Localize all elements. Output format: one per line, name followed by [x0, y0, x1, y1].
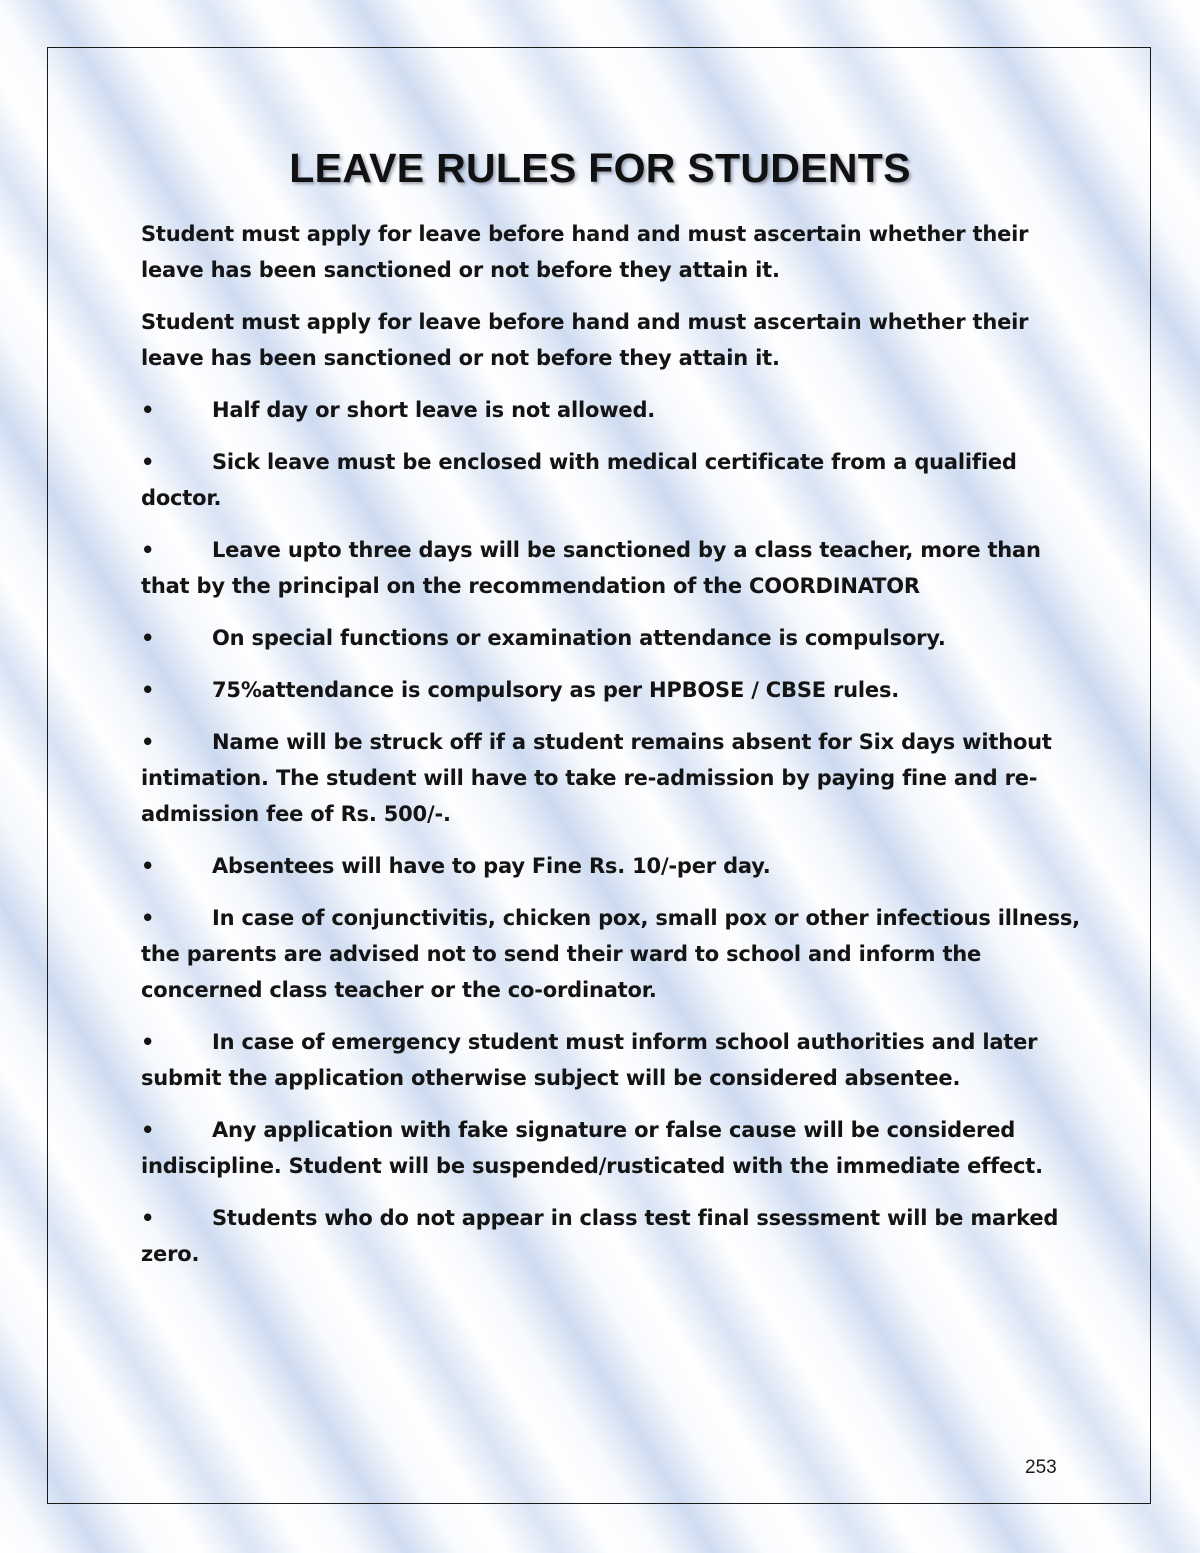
- rule-text: Half day or short leave is not allowed.: [212, 398, 656, 422]
- rule-text: In case of emergency student must inform school authorities and later submit the application otherwise subject will be considered absentee.: [141, 1030, 1038, 1090]
- bullet-icon: •: [141, 398, 155, 422]
- rule-text: Any application with fake signature or false cause will be considered indiscipline. Student will be suspended/rusticated with the immediate effect.: [141, 1118, 1043, 1178]
- rule-text: Sick leave must be enclosed with medical certificate from a qualified doctor.: [141, 450, 1017, 510]
- rule-text: Name will be struck off if a student remains absent for Six days without intimation. The student will have to take re-admission by paying fine and re-admission fee of Rs. 500/-.: [141, 730, 1052, 826]
- rule-text: On special functions or examination attendance is compulsory.: [212, 626, 946, 650]
- rule-item: [141, 620, 1081, 656]
- document-body: [141, 216, 1081, 1288]
- intro-paragraph: Student must apply for leave before hand and must ascertain whether their leave has been sanctioned or not before they attain it.: [141, 222, 1029, 282]
- rule-item: [141, 900, 1081, 1008]
- page-number: 253: [1025, 1457, 1057, 1478]
- rule-text: 75%attendance is compulsory as per HPBOSE / CBSE rules.: [212, 678, 900, 702]
- rule-item: [141, 1112, 1081, 1184]
- bullet-icon: •: [141, 678, 155, 702]
- rule-text: Leave upto three days will be sanctioned by a class teacher, more than that by the principal on the recommendation of the COORDINATOR: [141, 538, 1041, 598]
- intro-paragraph: Student must apply for leave before hand and must ascertain whether their leave has been sanctioned or not before they attain it.: [141, 310, 1029, 370]
- bullet-icon: •: [141, 730, 155, 754]
- rule-item: [141, 1200, 1081, 1272]
- rule-item: [141, 672, 1081, 708]
- bullet-icon: •: [141, 1206, 155, 1230]
- rule-item: [141, 532, 1081, 604]
- rule-item: [141, 444, 1081, 516]
- bullet-icon: •: [141, 1030, 155, 1054]
- bullet-icon: •: [141, 538, 155, 562]
- page-title: LEAVE RULES FOR STUDENTS: [289, 145, 911, 191]
- bullet-icon: •: [141, 854, 155, 878]
- rule-text: Students who do not appear in class test final ssessment will be marked zero.: [141, 1206, 1059, 1266]
- rule-item: [141, 1024, 1081, 1096]
- rule-item: [141, 848, 1081, 884]
- bullet-icon: •: [141, 626, 155, 650]
- bullet-icon: •: [141, 906, 155, 930]
- rule-text: Absentees will have to pay Fine Rs. 10/-per day.: [212, 854, 771, 878]
- bullet-icon: •: [141, 1118, 155, 1142]
- rule-item: [141, 724, 1081, 832]
- rule-item: [141, 392, 1081, 428]
- rule-text: In case of conjunctivitis, chicken pox, small pox or other infectious illness, the parents are advised not to send their ward to school and inform the concerned class teacher or the co-ordinator.: [141, 906, 1080, 1002]
- bullet-icon: •: [141, 450, 155, 474]
